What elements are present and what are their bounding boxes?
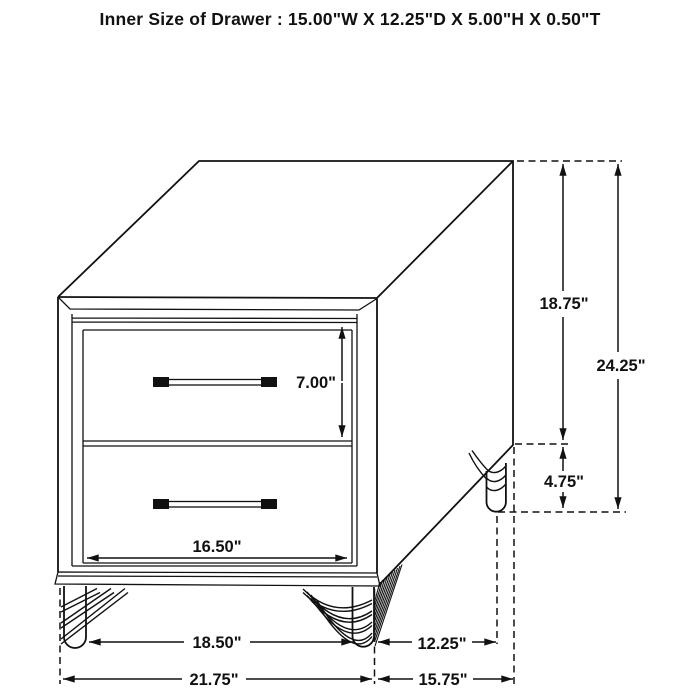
dim-label-overall-width: 21.75" [189, 671, 239, 689]
cabinet-outline [55, 161, 513, 586]
dim-label-overall-height: 24.25" [596, 357, 646, 375]
dim-label-drawer-face-width: 16.50" [192, 538, 242, 556]
front-right-leg-accent-curves [303, 589, 372, 644]
dim-overall-width [63, 671, 372, 689]
top-right-edge [377, 161, 513, 298]
top-front-edge [58, 297, 377, 298]
face-frame [72, 314, 357, 566]
top-bevel [58, 297, 377, 310]
dim-overall-height [596, 164, 645, 509]
dim-side-leg-spacing [378, 635, 496, 653]
dim-front-leg-spacing [89, 634, 353, 652]
dim-label-case-height: 18.75" [539, 295, 589, 313]
handle-bar [167, 502, 263, 508]
dim-overall-depth [378, 671, 513, 689]
dim-label-drawer-face-height: 7.00" [296, 374, 336, 392]
drawer-1-handle [153, 377, 277, 387]
dim-drawer-face-width [87, 538, 347, 558]
drawer-2-handle [153, 499, 277, 509]
page-title: Inner Size of Drawer : 15.00"W X 12.25"D X 5.00"H X 0.50"T [99, 9, 601, 29]
base-molding [55, 572, 380, 586]
dim-label-leg-height: 4.75" [544, 473, 584, 491]
drawer-divider [83, 441, 352, 446]
handle-bar [167, 380, 263, 386]
corner-bracket-hatching [375, 565, 403, 647]
dim-case-height [539, 164, 588, 440]
dim-drawer-face-height [296, 327, 342, 437]
dim-label-overall-depth: 15.75" [418, 671, 468, 689]
dim-label-front-leg-spacing: 18.50" [192, 634, 242, 652]
dim-leg-height [544, 447, 584, 508]
top-surface [58, 161, 513, 585]
extension-lines [60, 161, 626, 684]
front-left-leg-accent-straps [61, 589, 128, 645]
dim-label-side-leg-spacing: 12.25" [417, 635, 467, 653]
